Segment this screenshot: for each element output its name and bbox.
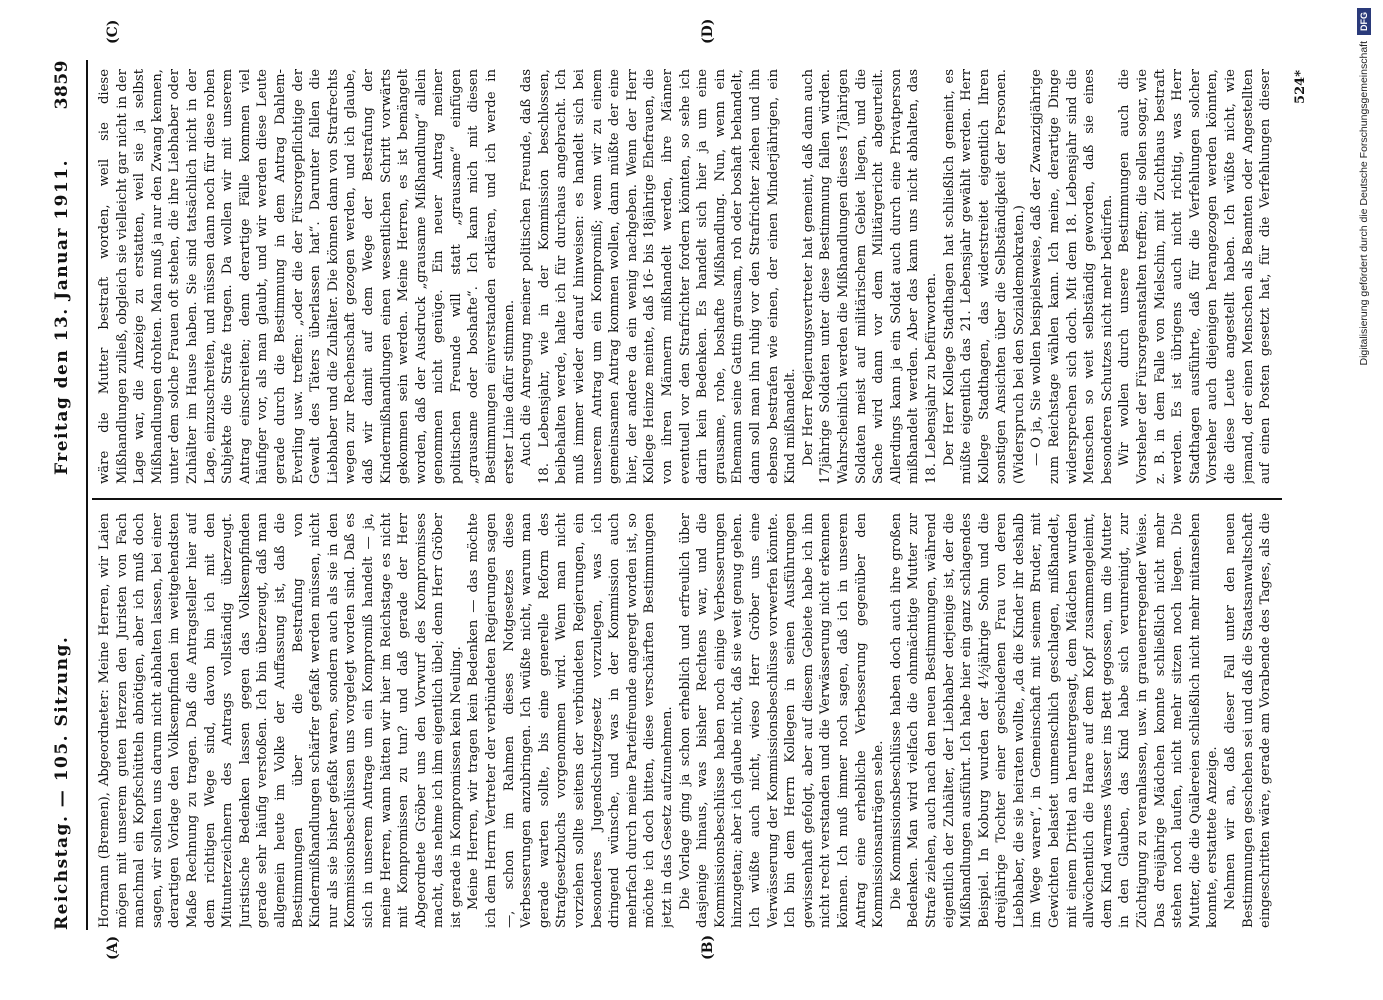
paragraph: Die Vorlage ging ja schon erheblich und erfreulich über dasjenige hinaus, was bisher Rechtens war, und die Kommissionsbeschlüsse haben noch einige Verbesserungen hinzugetan; aber ich glaube nicht, daß sie weit genug gehen. Ich wüßte auch nicht, wieso Herr Gröber uns eine Verwässerung der Kommissionsbeschlüsse vorwerfen könnte. Ich bin dem Herrn Kollegen in seinen Ausführungen gewissenhaft gefolgt, aber auf diesem Gebiete habe ich ihn nicht recht verstanden und die Verwässerung nicht erkennen können. Ich muß immer noch sagen, daß ich in unserem Antrag eine erhebliche Verbesserung gegenüber den Kommissionsanträgen sehe. — [677, 513, 887, 928]
signature-mark: 524* — [1293, 70, 1308, 104]
margin-mark-d: (D) — [700, 18, 716, 44]
page-number: 3859 — [52, 60, 72, 110]
right-column — [96, 69, 1276, 484]
header-left: Reichstag. — 105. Sitzung. — [52, 635, 72, 930]
paragraph: Hormann (Bremen), Abgeordneter: Meine Herren, wir Laien mögen mit unserem guten Herzen den Juristen von Fach manchmal ein Kopfschütteln abnötigen, aber ich muß doch sagen, wir sollten uns darum nicht abhalten lassen, bei einer derartigen Vorlage den Volksempfinden im weitgehendsten Maße Rechnung zu tragen. Daß die Antragsteller hier auf dem richtigen Wege sind, davon bin ich mit den Mitunterzeichnern des Antrags vollständig überzeugt. Juristische Bedenken lassen gegen das Volksempfinden gerade sehr häufig verstoßen. Ich bin überzeugt, daß man allgemein heute im Volke der Auffassung ist, daß die Bestimmungen über die Bestrafung von Kindermißhandlungen schärfer gefaßt werden müssen, nicht nur als sie bisher gefaßt waren, sondern auch als sie in den Kommissionsbeschlüssen uns vorgelegt worden sind. Daß es sich in unserem Antrage um ein Kompromiß handelt — ja, meine Herren, wann hätten wir hier im Reichstage es nicht mit Kompromissen zu tun? und daß gerade der Herr Abgeordnete Gröber uns den Vorwurf des Kompromisses macht, das nehme ich ihm eigentlich übel; denn Herr Gröber ist gerade in Kompromissen kein Neuling. — [97, 513, 464, 928]
column-divider — [92, 498, 1282, 500]
digitization-note — [1350, 8, 1378, 993]
header-rule — [86, 60, 88, 930]
digitization-note-text — [1350, 8, 1378, 993]
paragraph: wäre die Mutter bestraft worden, weil sie diese Mißhandlungen zuließ, obgleich sie vielleicht gar nicht in der Lage war, die Anzeige zu erstatten, weil sie ja selbst Mißhandlungen drohten. Man muß ja nur den Zwang kennen, unter dem solche Frauen oft stehen, die ihre Liebhaber oder Zuhälter im Hause haben. Sie sind tatsächlich nicht in der Lage, einzuschreiten, und müssen dann noch für diese rohen Subjekte die Strafe tragen. Da wollen wir mit unserem Antrag einschreiten; denn derartige Fälle kommen viel häufiger vor, als man glaubt, und wir werden diese Leute gerade durch die Bestimmung in dem Antrag Dahlem-Everling usw. treffen: „oder die der Fürsorgepflichtige der Gewalt des Täters überlassen hat“. Darunter fallen die Liebhaber und die Zuhälter. Die können dann von Strafrechts wegen zur Rechenschaft gezogen werden, und ich glaube, daß wir damit auf dem Wege der Bestrafung der Kindermißhandlungen einen wesentlichen Schritt vorwärts gekommen sein werden. Meine Herren, es ist bemängelt worden, daß der Ausdruck „grausame Mißhandlung“ allein genommen nicht genüge. Ein neuer Antrag meiner politischen Freunde will statt „grausame“ einfügen „grausame oder boshafte“. Ich kann mich mit diesen Bestimmungen einverstanden erklären, und ich werde in erster Linie dafür stimmen. — [97, 69, 517, 484]
margin-mark-c: (C) — [105, 19, 121, 44]
margin-mark-a: (A) — [105, 935, 121, 960]
paragraph: Wir wollen durch unsere Bestimmungen auch die Vorsteher der Fürsorgeanstalten treffen; die sollen sogar, wie z. B. in dem Falle von Mielschin, mit Zuchthaus bestraft werden. Es ist übrigens auch nicht richtig, was Herr Stadthagen ausführte, daß für die Verfehlungen solcher Vorsteher auch diejenigen herangezogen werden könnten, die diese Leute angestellt haben. Ich wüßte nicht, wie jemand, der einen Menschen als Beamten oder Angestellten auf einen Posten gesetzt hat, für die Verfehlungen dieser — [1117, 69, 1274, 484]
paragraph: Nehmen wir an, daß dieser Fall unter den neuen Bestimmungen geschehen sei und daß die Staatsanwaltschaft eingeschritten wäre, gerade am Vorabende des Tages, als die — [1223, 513, 1274, 928]
dfg-logo: DFG — [1357, 8, 1371, 35]
paragraph: Der Herr Regierungsvertreter hat gemeint, daß dann auch 17jährige Soldaten unter diese Bestimmung fallen würden. Wahrscheinlich werden die Mißhandlungen dieses 17jährigen Soldaten meist auf militärischem Gebiet liegen, und die Sache wird dann vor dem Militärgericht abgeurteilt. Allerdings kann ja ein Soldat auch durch eine Privatperson mißhandelt werden. Aber das kann uns nicht abhalten, das 18. Lebensjahr zu befürworten. — [800, 69, 939, 484]
paragraph: Die Kommissionsbeschlüsse haben doch auch ihre großen Bedenken. Man wird vielfach die ohnmächtige Mutter zur Strafe ziehen, auch nach den neuen Bestimmungen, während eigentlich der Zuhälter, der Liebhaber derjenige ist, der die Mißhandlungen ausführt. Ich habe hier ein ganz schlagendes Beispiel. In Koburg wurden der 4½jährige Sohn und die dreijährige Tochter einer geschiedenen Frau von deren Liebhaber, die sie heiraten wollte, „da die Kinder ihr deshalb im Wege waren“, in Gemeinschaft mit seinem Bruder, mit Gewichten belastet unmenschlich geschlagen, mißhandelt, mit einem Drittel an heruntergesagt, dem Mädchen wurden allwöchentlich die Haare auf dem Kopf zusammengeleimt, dem Kind warmes Wasser ins Bett gegossen, um die Mutter in den Glauben, das Kind habe sich verunreinigt, zur Züchtigung zu veranlassen, usw. in grauenerregender Weise. Das dreijährige Mädchen konnte schließlich nicht mehr stehen noch laufen, nicht mehr sitzen noch liegen. Die Mutter, die die Quälereien schließlich nicht mehr mitansehen konnte, erstattete Anzeige. — [888, 513, 1221, 928]
paragraph: — O ja, Sie wollen beispielsweise, daß der Zwanzigjährige zum Reichstage wählen kann. Ich meine, derartige Dinge widersprechen sich doch. Mit dem 18. Lebensjahr sind die Menschen so weit selbständig geworden, daß sie eines besonderen Schutzes nicht mehr bedürfen. — [1029, 69, 1115, 484]
paragraph: Auch die Anregung meiner politischen Freunde, daß das 18. Lebensjahr, wie in der Kommission beschlossen, beibehalten werde, halte ich für durchaus angebracht. Ich muß immer wieder darauf hinweisen: es handelt sich bei unserem Antrag um ein Kompromiß; wenn wir zu einem gemeinsamen Antrag kommen wollen, dann müßte der eine hier, der andere da ein wenig nachgeben. Wenn der Herr Kollege Heinze meinte, daß 16- bis 18jährige Ehefrauen, die von ihren Männern mißhandelt werden, ihre Männer eventuell vor den Strafrichter fordern könnten, so sehe ich darin kein Bedenken. Es handelt sich hier ja um eine grausame, rohe, boshafte Mißhandlung. Nun, wenn ein Ehemann seine Gattin grausam, roh oder boshaft behandelt, dann soll man ihn ruhig vor den Strafrichter ziehen und ihn ebenso bestrafen wie einen, der einen Minderjährigen, ein Kind mißhandelt. — [519, 69, 799, 484]
left-column — [96, 513, 1276, 928]
paragraph: Der Herr Kollege Stadthagen hat schließlich gemeint, es müßte eigentlich das 21. Lebensjahr gewählt werden. Herr Kollege Stadthagen, das widerstreitet eigentlich Ihren sonstigen Ansichten über die Selbständigkeit der Personen. (Widerspruch bei den Sozialdemokraten.) — [941, 69, 1027, 484]
paragraph: Meine Herren, wir tragen kein Bedenken — das möchte ich dem Herrn Vertreter der verbündeten Regierungen sagen —, schon im Rahmen dieses Notgesetzes diese Verbesserungen anzubringen. Ich wüßte nicht, warum man gerade warten sollte, bis eine generelle Reform des Strafgesetzbuchs vorgenommen wird. Wenn man nicht vorziehen sollte seitens der verbündeten Regierungen, ein besonderes Jugendschutzgesetz vorzulegen, was ich dringend wünsche, und was in der Kommission auch mehrfach durch meine Parteifreunde angeregt worden ist, so möchte ich doch bitten, diese verschärften Bestimmungen jetzt in das Gesetz aufzunehmen. — [466, 513, 675, 928]
page-header — [44, 60, 80, 930]
margin-mark-b: (B) — [700, 934, 716, 960]
header-date: Freitag den 13. Januar 1911. — [52, 158, 72, 475]
digitization-text: Digitalisierung gefördert durch die Deutsche Forschungsgemeinschaft — [1358, 41, 1370, 366]
